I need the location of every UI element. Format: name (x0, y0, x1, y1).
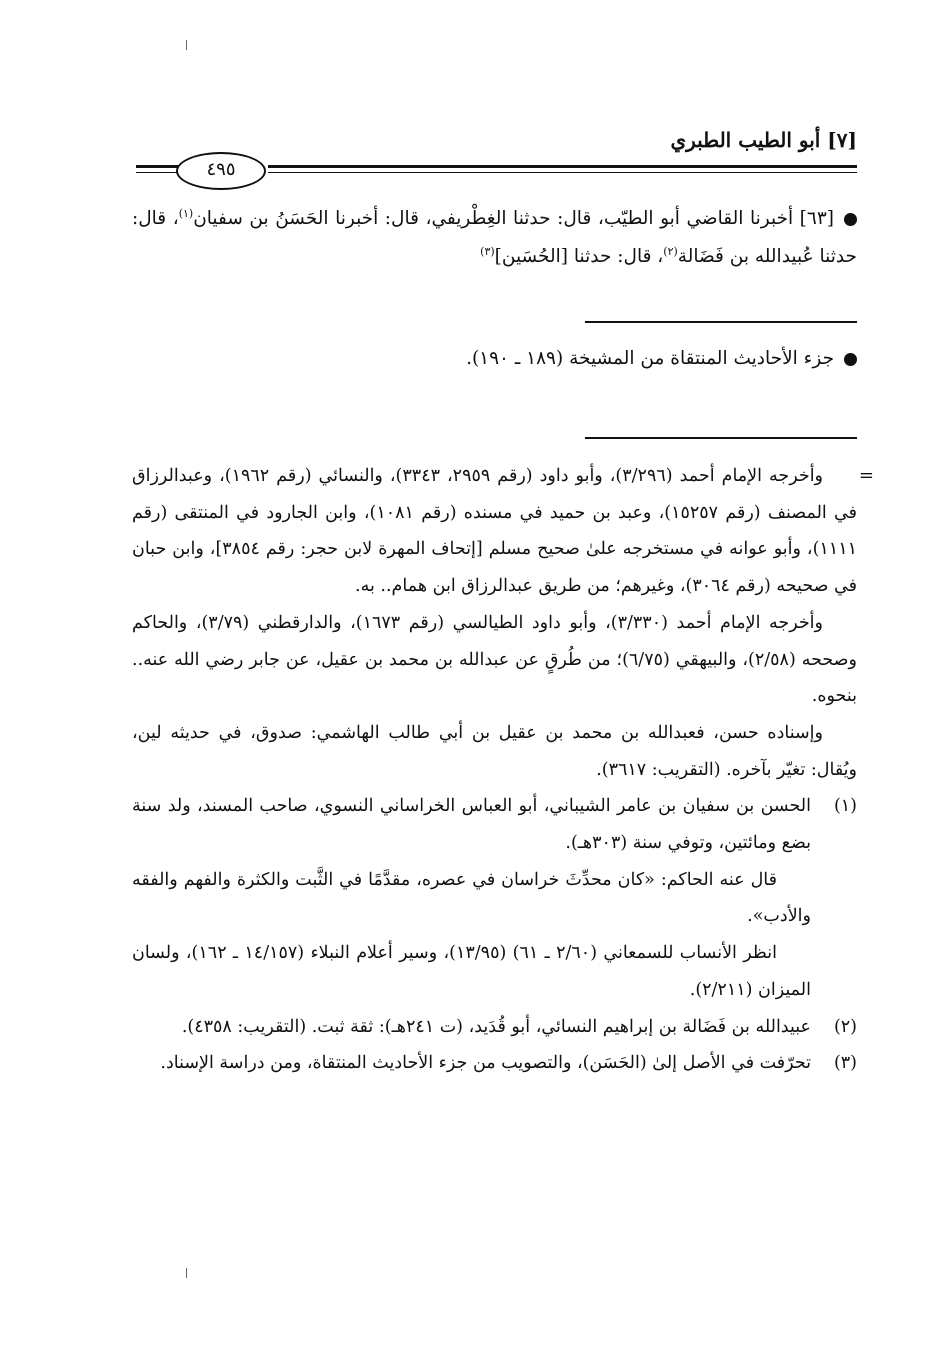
footnote-3-p1: تحرّفت في الأصل إلىٰ (الحَسَن)، والتصويب من جزء الأحاديث المنتقاة، ومن دراسة الإسناد. (160, 1053, 811, 1074)
footnote-1-number: (١) (833, 796, 857, 817)
hadith-text-part2: ، قال: حدثنا عُبيدالله بن فَضَالة (132, 208, 857, 267)
scan-mark-top (186, 40, 187, 50)
footnote-3 (132, 1045, 857, 1082)
footnote-2-number: (٢) (833, 1016, 857, 1037)
bullet-icon (844, 353, 857, 366)
footnote-1-p1: الحسن بن سفيان بن عامر الشيباني، أبو العباس الخراساني النسوي، صاحب المسند، ولد سنة بضع ومائتين، وتوفي سنة (٣٠٣هـ). (132, 796, 811, 854)
separator-line-1 (585, 321, 857, 323)
hadith-paragraph (132, 200, 857, 276)
footnote-continuation-p1: وأخرجه الإمام أحمد (٣/٢٩٦)، وأبو داود (رقم ٢٩٥٩، ٣٣٤٣)، والنسائي (رقم ١٩٦٢)، وعبدالرزاق في المصنف (رقم ١٥٢٥٧)، وعبد بن حميد في مسنده (رقم ١٠٨١)، وابن الجارود في المنتقى (رقم ١١١١)، وأبو عوانه في مستخرجه علىٰ صحيح مسلم [إتحاف المهرة لابن حجر: رقم ٣٨٥٤]، وابن حبان في صحيحه (رقم ٣٠٦٤)، وغيرهم؛ من طريق عبدالرزاق ابن همام.. به. (132, 466, 858, 597)
continuation-mark: = (858, 465, 874, 486)
footnote-1-p2: قال عنه الحاكم: «كان محدِّثَ خراسان في عصره، مقدَّمًا في الثَّبت والكثرة والفهم والفقه والأدب». (132, 869, 811, 927)
bullet-icon (844, 213, 857, 226)
footnote-ref-1[interactable]: (١) (178, 206, 194, 220)
source-text: جزء الأحاديث المنتقاة من المشيخة (١٨٩ ـ ١٩٠). (466, 348, 834, 369)
hadith-number: [٦٣] (799, 208, 834, 229)
page-number-badge: ٤٩٥ (176, 152, 266, 190)
footnote-separator (585, 437, 857, 439)
header-rule-thin (268, 172, 857, 173)
scan-mark-bottom (186, 1268, 187, 1278)
header-rule-thick (268, 165, 857, 168)
footnote-continuation-p2: وأخرجه الإمام أحمد (٣/٣٣٠)، وأبو داود الطيالسي (رقم ١٦٧٣)، والدارقطني (٣/٧٩)، والحاكم وصححه (٢/٥٨)، والبيهقي (٦/٧٥)؛ من طُرقٍ عن عبدالله بن محمد بن عقيل، عن جابر رضي الله عنه.. بنحوه. (132, 612, 857, 707)
footnote-1 (132, 788, 857, 1008)
footnote-2-p1: عبيدالله بن فَضَالة بن إبراهيم النسائي، أبو قُدَيد، (ت ٢٤١هـ): ثقة ثبت. (التقريب: ٤٣٥٨). (181, 1016, 811, 1037)
source-paragraph (132, 340, 857, 378)
footnote-ref-2[interactable]: (٢) (663, 244, 678, 258)
hadith-text-part3: ، قال: حدثنا [الحُسَين] (494, 246, 664, 267)
footnote-ref-3[interactable]: (٣) (480, 244, 495, 258)
running-header-title: [٧] أبو الطيب الطبري (670, 128, 857, 152)
footnote-1-p3: انظر الأنساب للسمعاني (٢/٦٠ ـ ٦١) (١٣/٩٥)، وسير أعلام النبلاء (١٤/١٥٧ ـ ١٦٢)، ولسان الميزان (٢/٢١١). (132, 943, 811, 1000)
footnote-2 (132, 1009, 857, 1046)
hadith-text-part1: أخبرنا القاضي أبو الطيّب، قال: حدثنا الغِطْريفي، قال: أخبرنا الحَسَنُ بن سفيان (193, 208, 794, 229)
footnote-3-number: (٣) (833, 1053, 857, 1074)
footnote-continuation-p3: وإسناده حسن، فعبدالله بن محمد بن عقيل بن أبي طالب الهاشمي: صدوق، في حديثه لين، ويُقال: تغيّر بآخره. (التقريب: ٣٦١٧). (132, 722, 857, 780)
footnotes-block (132, 458, 857, 1082)
